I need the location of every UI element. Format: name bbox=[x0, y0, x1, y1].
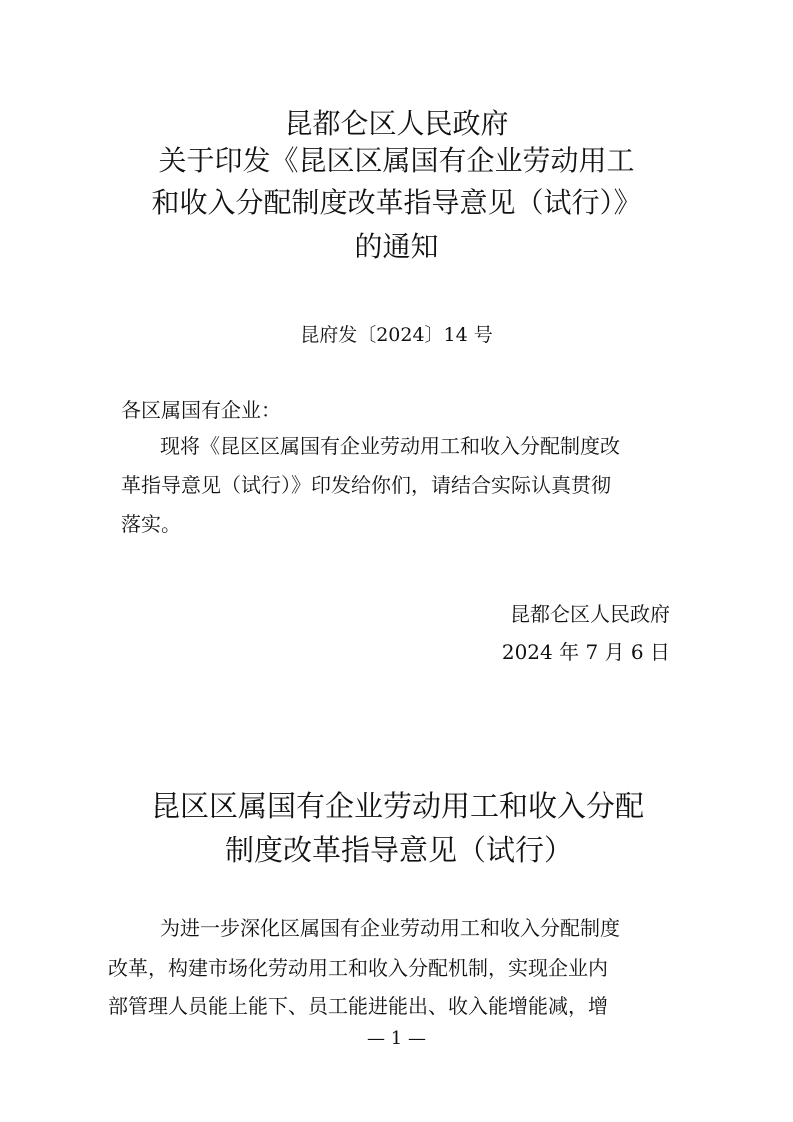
notice-body-line-3: 落实。 bbox=[121, 512, 181, 536]
attachment-title-line-2: 制度改革指导意见（试行） bbox=[225, 833, 574, 867]
notice-body-line-1: 现将《昆区区属国有企业劳动用工和收入分配制度改 bbox=[160, 434, 620, 458]
notice-title-line-1: 昆都仑区人民政府 bbox=[284, 107, 509, 140]
salutation: 各区属国有企业： bbox=[121, 398, 281, 422]
notice-body-line-2: 革指导意见（试行）》印发给你们，请结合实际认真贯彻 bbox=[121, 473, 611, 497]
notice-title-line-2: 关于印发《昆区区属国有企业劳动用工 bbox=[158, 144, 635, 177]
signature-date: 2024 年 7 月 6 日 bbox=[501, 640, 670, 664]
attachment-body-line-1: 为进一步深化区属国有企业劳动用工和收入分配制度 bbox=[160, 916, 620, 940]
notice-title-line-4: 的通知 bbox=[354, 230, 439, 263]
document-number: 昆府发〔2024〕14 号 bbox=[300, 324, 493, 346]
attachment-body-line-3: 部管理人员能上能下、员工能进能出、收入能增能减，增 bbox=[108, 994, 608, 1018]
notice-title-line-3: 和收入分配制度改革指导意见（试行）》 bbox=[151, 186, 642, 219]
signature-org: 昆都仑区人民政府 bbox=[510, 602, 670, 626]
attachment-body-line-2: 改革，构建市场化劳动用工和收入分配机制，实现企业内 bbox=[108, 956, 608, 980]
attachment-title-line-1: 昆区区属国有企业劳动用工和收入分配 bbox=[151, 789, 645, 823]
page-number: — 1 — bbox=[367, 1028, 426, 1049]
